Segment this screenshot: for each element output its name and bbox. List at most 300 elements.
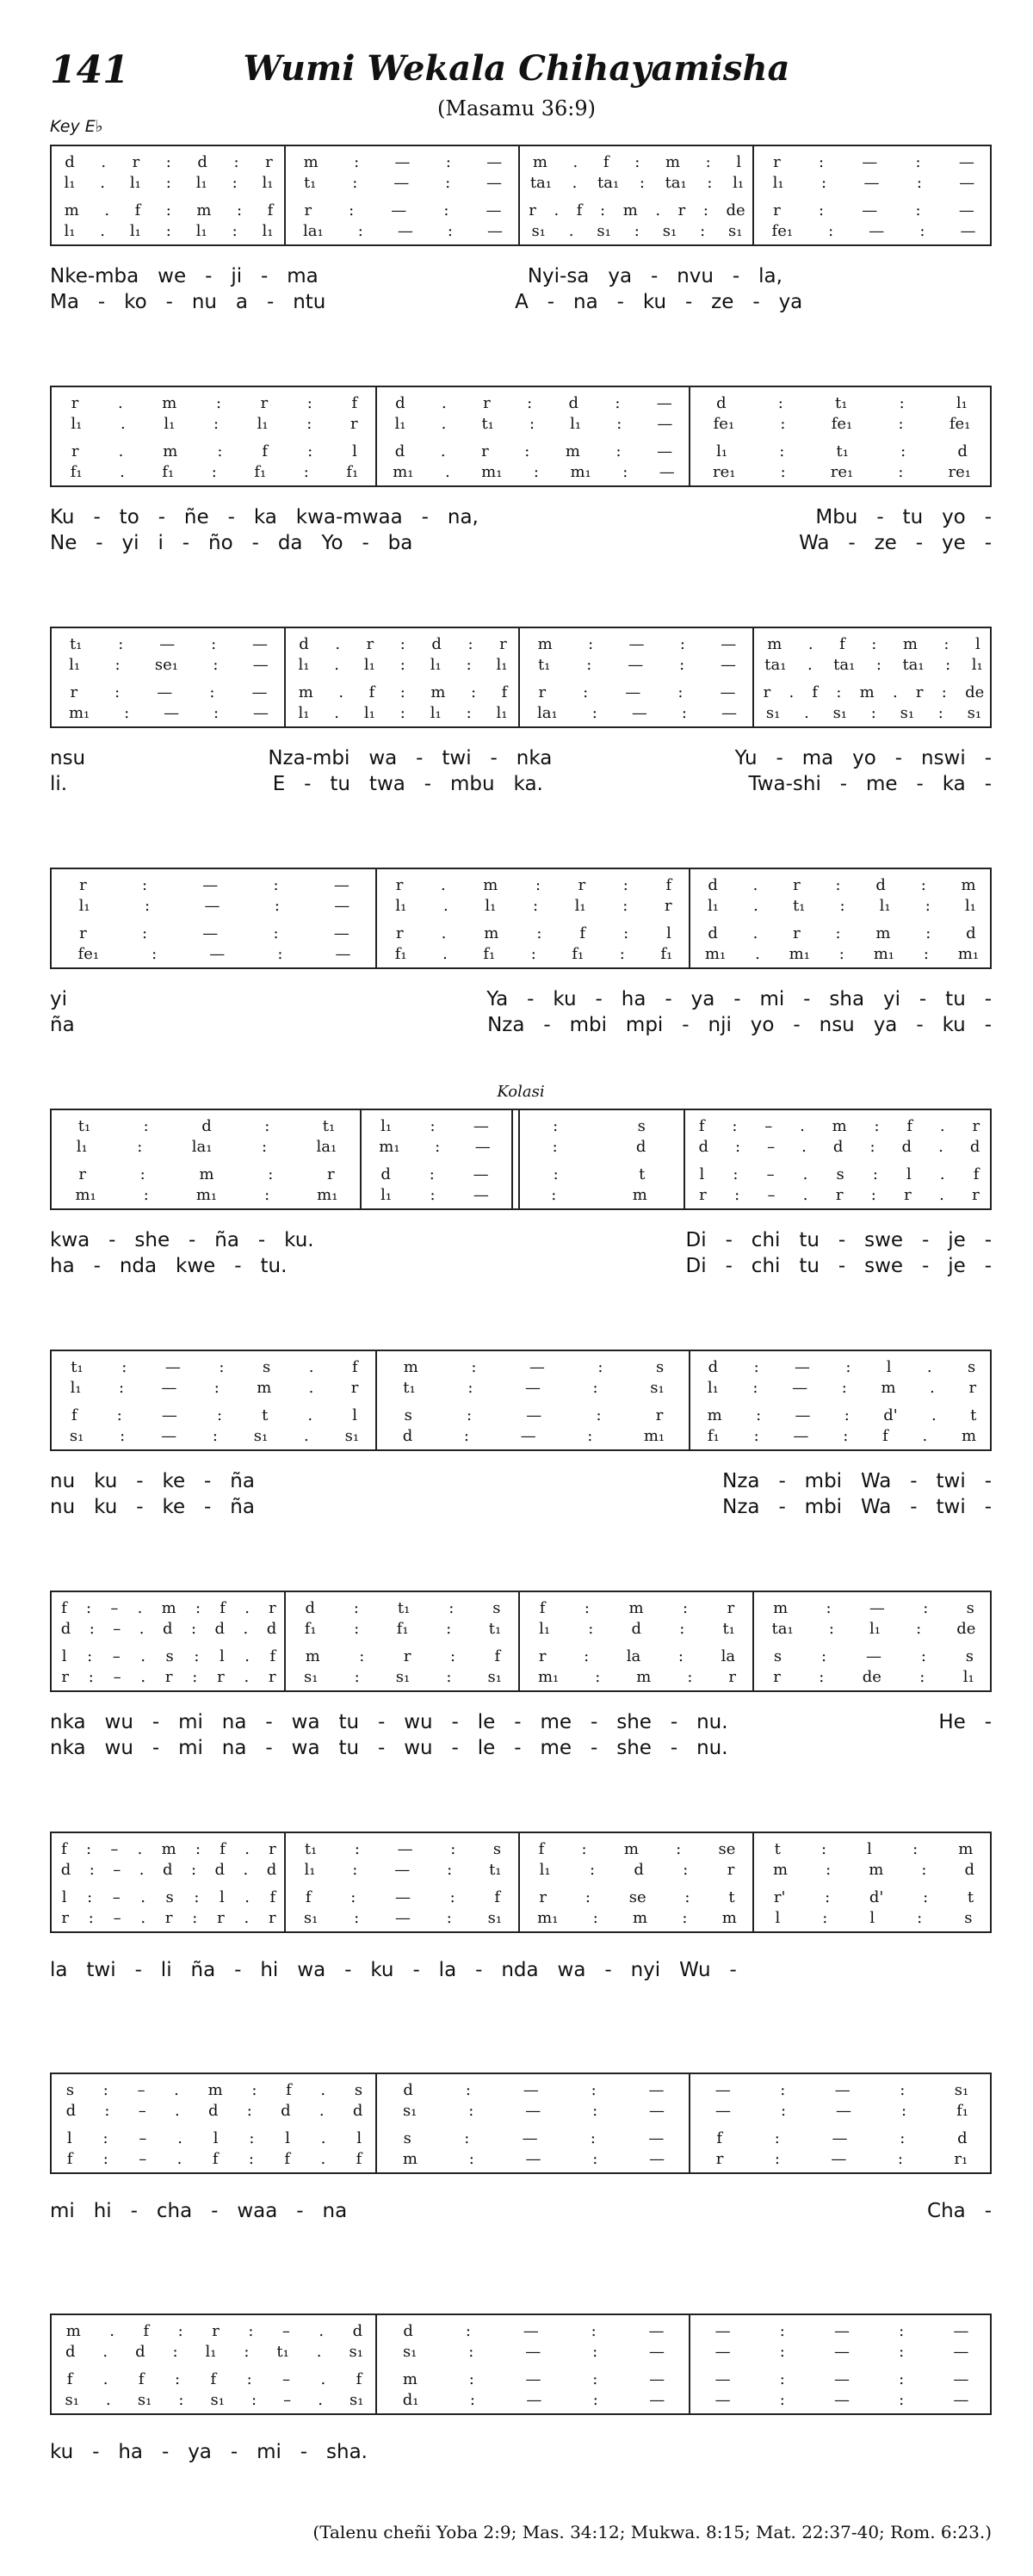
hymn-title: Wumi Wekala Chihayamisha xyxy=(243,48,790,89)
solfa-note: d xyxy=(832,1137,844,1156)
solfa-note: : xyxy=(464,2128,470,2147)
solfa-note: r xyxy=(164,1667,173,1686)
lyric-segment: Di - chi tu - swe - je - xyxy=(685,1229,992,1251)
solfa-note: ta₁ xyxy=(665,173,687,192)
solfa-note: : xyxy=(919,221,925,240)
solfa-note: d₁ xyxy=(402,2390,419,2409)
solfa-note: r xyxy=(529,201,536,219)
solfa-note: . xyxy=(117,393,123,412)
solfa-note: : xyxy=(923,1887,929,1906)
solfa-note: r xyxy=(269,1839,276,1858)
hymn-scripture-reference: (Masamu 36:9) xyxy=(437,96,596,120)
solfa-note: m xyxy=(257,1378,272,1397)
solfa-note: d xyxy=(698,1137,709,1156)
solfa-note: f xyxy=(356,2369,362,2388)
tenor-line xyxy=(377,2369,690,2389)
solfa-note: : xyxy=(818,201,825,219)
solfa-note: : xyxy=(354,1908,360,1927)
solfa-note: t₁ xyxy=(836,442,849,460)
lyric-segment: nu ku - ke - ña xyxy=(50,1470,255,1492)
solfa-note: : xyxy=(584,1598,590,1617)
bass-line xyxy=(52,943,377,964)
solfa-note: d xyxy=(716,393,727,412)
measure xyxy=(362,1110,508,1208)
solfa-note: . xyxy=(440,442,446,460)
solfa-note: : xyxy=(684,1887,690,1906)
measure xyxy=(377,1351,690,1449)
solfa-note: t xyxy=(262,1405,269,1424)
solfa-note: l₁ xyxy=(879,896,891,915)
solfa-note: : xyxy=(530,944,536,963)
solfa-note: : xyxy=(677,683,684,701)
measure xyxy=(690,387,993,485)
solfa-note: m₁ xyxy=(379,1137,400,1156)
solfa-note: l₁ xyxy=(956,393,968,412)
solfa-note: : xyxy=(352,1860,358,1879)
solfa-note: s₁ xyxy=(395,1667,411,1686)
solfa-note: : xyxy=(307,442,313,460)
solfa-note: : xyxy=(446,1619,452,1638)
solfa-note: f xyxy=(716,2128,723,2147)
solfa-note: : xyxy=(820,1839,827,1858)
solfa-note: : xyxy=(116,1405,122,1424)
solfa-note: : xyxy=(622,875,628,894)
bass-line xyxy=(52,1907,286,1928)
solfa-note: l xyxy=(285,2128,290,2147)
solfa-note: : xyxy=(920,875,926,894)
solfa-note: . xyxy=(244,1839,250,1858)
measure xyxy=(690,1351,993,1449)
lyric-segment: Wa - ze - ye - xyxy=(799,532,992,554)
music-system xyxy=(50,145,992,334)
solfa-note: t xyxy=(774,1839,781,1858)
lyric-line xyxy=(50,1496,992,1518)
solfa-note: : xyxy=(591,2080,597,2099)
solfa-note: r xyxy=(403,1646,411,1665)
solfa-note: . xyxy=(244,1908,250,1927)
measure xyxy=(690,2074,993,2172)
tenor-line xyxy=(690,923,993,943)
solfa-note: : xyxy=(590,2128,596,2147)
lyric-segment: Ma - ko - nu a - ntu xyxy=(50,291,326,313)
solfa-note: : xyxy=(468,2149,474,2168)
measure xyxy=(754,1592,993,1690)
solfa-note: : xyxy=(471,1357,477,1376)
solfa-note: : xyxy=(467,1405,473,1424)
solfa-note: re₁ xyxy=(713,462,736,481)
solfa-note: . xyxy=(316,2342,322,2361)
solfa-note: : xyxy=(616,414,622,433)
lyric-segment: nsu xyxy=(50,747,86,769)
soprano-line xyxy=(377,874,690,895)
solfa-note: s₁ xyxy=(65,2390,79,2409)
solfa-note: : xyxy=(591,2321,597,2340)
bass-line xyxy=(690,2148,993,2169)
solfa-note: l₁ xyxy=(430,655,442,674)
solfa-note: . xyxy=(102,2342,108,2361)
solfa-note: : xyxy=(264,1116,270,1135)
alto-line xyxy=(690,2341,993,2362)
tenor-line xyxy=(52,1646,286,1666)
solfa-note: : xyxy=(732,1116,738,1135)
solfa-note: f₁ xyxy=(346,462,359,481)
lyric-segment: ha - nda kwe - tu. xyxy=(50,1255,288,1277)
solfa-note: s₁ xyxy=(349,2342,363,2361)
solfa-note: : xyxy=(429,1164,435,1183)
solfa-note: f xyxy=(539,1598,546,1617)
solfa-note: : xyxy=(249,2128,255,2147)
solfa-note: l₁ xyxy=(772,173,784,192)
tenor-line xyxy=(377,1405,690,1425)
solfa-note: . xyxy=(139,1860,145,1879)
solfa-note: la₁ xyxy=(191,1137,213,1156)
solfa-note: – xyxy=(137,2080,145,2099)
solfa-note: . xyxy=(802,1185,808,1204)
solfa-note: : xyxy=(756,1405,762,1424)
alto-line xyxy=(685,1136,993,1157)
solfa-note: f xyxy=(368,683,375,701)
solfa-note: – xyxy=(112,1646,121,1665)
solfa-note: d xyxy=(969,1137,980,1156)
solfa-note: — xyxy=(958,201,974,219)
solfa-note: la₁ xyxy=(537,703,558,722)
staff-box xyxy=(50,1591,992,1692)
solfa-note: s xyxy=(165,1646,174,1665)
solfa-note: f xyxy=(269,1646,276,1665)
solfa-note: : xyxy=(273,875,279,894)
solfa-note: d xyxy=(380,1164,391,1183)
bass-line xyxy=(52,1425,377,1446)
alto-line xyxy=(520,172,754,193)
solfa-note: : xyxy=(143,1185,149,1204)
solfa-note: : xyxy=(354,1619,360,1638)
solfa-note: — xyxy=(159,634,176,653)
lyric-line xyxy=(50,1470,992,1492)
solfa-note: r xyxy=(327,1164,335,1183)
tenor-line xyxy=(513,1164,685,1184)
solfa-note: l₁ xyxy=(129,221,141,240)
soprano-line xyxy=(377,1356,690,1377)
solfa-note: . xyxy=(939,1116,945,1135)
solfa-note: f₁ xyxy=(254,462,267,481)
solfa-note: . xyxy=(752,924,758,942)
solfa-note: . xyxy=(244,1667,250,1686)
lyric-segment: Twa-shi - me - ka - xyxy=(748,773,992,795)
solfa-note: . xyxy=(100,221,106,240)
soprano-line xyxy=(286,151,520,172)
alto-line xyxy=(286,1859,520,1880)
solfa-note: m₁ xyxy=(789,944,810,963)
solfa-note: — xyxy=(161,1378,177,1397)
solfa-note: ta₁ xyxy=(771,1619,794,1638)
bass-line xyxy=(377,461,690,482)
solfa-note: re₁ xyxy=(948,462,971,481)
solfa-note: d xyxy=(65,2101,77,2120)
solfa-note: : xyxy=(349,201,355,219)
bass-line xyxy=(754,1666,993,1687)
solfa-note: l₁ xyxy=(70,1378,82,1397)
bass-line xyxy=(754,1907,993,1928)
solfa-note: : xyxy=(248,2149,254,2168)
solfa-note: r xyxy=(260,393,269,412)
solfa-note: : xyxy=(838,944,844,963)
solfa-note: s xyxy=(263,1357,271,1376)
solfa-note: . xyxy=(572,152,578,171)
solfa-note: . xyxy=(304,1426,309,1445)
solfa-note: — xyxy=(202,924,219,942)
solfa-note: m xyxy=(162,393,177,412)
solfa-note: r xyxy=(395,875,404,894)
solfa-note: s xyxy=(354,2080,363,2099)
solfa-note: l₁ xyxy=(574,896,586,915)
solfa-note: r xyxy=(269,1598,276,1617)
solfa-note: l₁ xyxy=(394,414,406,433)
solfa-note: m₁ xyxy=(704,944,727,963)
solfa-note: . xyxy=(244,1598,250,1617)
solfa-note: : xyxy=(213,703,220,722)
solfa-note: m xyxy=(163,442,178,460)
hymn-number: 141 xyxy=(50,48,129,92)
alto-line xyxy=(520,654,754,675)
bass-line xyxy=(286,702,520,723)
solfa-note: s xyxy=(964,1908,973,1927)
solfa-note: s₁ xyxy=(402,2342,418,2361)
solfa-note: t₁ xyxy=(722,1619,735,1638)
solfa-note: . xyxy=(442,393,447,412)
solfa-note: . xyxy=(807,655,813,674)
solfa-note: s xyxy=(968,1357,976,1376)
solfa-note: — xyxy=(721,655,737,674)
staff-box xyxy=(50,145,992,246)
solfa-note: l₁ xyxy=(570,414,582,433)
solfa-note: r xyxy=(538,683,547,701)
lyric-line xyxy=(50,291,992,313)
solfa-note: d xyxy=(299,634,309,653)
solfa-note: : xyxy=(87,1887,93,1906)
solfa-note: : xyxy=(679,655,685,674)
solfa-note: . xyxy=(244,1887,250,1906)
measure xyxy=(754,628,993,726)
solfa-note: : xyxy=(585,1887,591,1906)
solfa-note: — xyxy=(714,2321,731,2340)
music-system xyxy=(50,1083,992,1298)
solfa-note: : xyxy=(919,1667,925,1686)
solfa-note: r xyxy=(70,683,78,701)
solfa-note: : xyxy=(119,1378,125,1397)
alto-line xyxy=(520,1859,754,1880)
tenor-line xyxy=(690,2369,993,2389)
solfa-note: r xyxy=(835,1185,844,1204)
solfa-note: — xyxy=(721,634,737,653)
solfa-note: . xyxy=(755,944,760,963)
bass-line xyxy=(754,702,993,723)
bass-line xyxy=(690,2389,993,2410)
solfa-note: m₁ xyxy=(873,944,894,963)
solfa-note: : xyxy=(470,683,477,701)
solfa-note: l xyxy=(356,2128,362,2147)
solfa-note: l₁ xyxy=(298,655,310,674)
soprano-line xyxy=(685,1115,993,1136)
solfa-note: : xyxy=(923,1598,929,1617)
solfa-note: : xyxy=(615,393,621,412)
solfa-note: d xyxy=(957,442,968,460)
solfa-note: r xyxy=(79,875,87,894)
lyric-segment: Nza - mbi Wa - twi - xyxy=(722,1496,992,1518)
solfa-note: — xyxy=(393,173,410,192)
solfa-note: s xyxy=(404,1405,412,1424)
tenor-line xyxy=(52,923,377,943)
music-system xyxy=(50,1832,992,2021)
solfa-note: : xyxy=(702,201,708,219)
footer-references: (Talenu cheñi Yoba 2:9; Mas. 34:12; Mukwa. 8:15; Mat. 22:37-40; Rom. 6:23.) xyxy=(312,2522,992,2542)
solfa-note: : xyxy=(591,703,597,722)
solfa-note: — xyxy=(522,2128,538,2147)
solfa-note: f₁ xyxy=(162,462,175,481)
solfa-note: : xyxy=(216,1405,223,1424)
solfa-note: — xyxy=(953,2342,969,2361)
solfa-note: r xyxy=(71,393,79,412)
solfa-note: — xyxy=(714,2101,731,2120)
solfa-note: — xyxy=(959,173,975,192)
solfa-note: s₁ xyxy=(402,2101,418,2120)
solfa-note: r xyxy=(61,1667,69,1686)
bass-line xyxy=(377,2389,690,2410)
solfa-note: : xyxy=(194,1646,200,1665)
solfa-note: l₁ xyxy=(962,1667,974,1686)
solfa-note: – xyxy=(282,2369,291,2388)
staff-box xyxy=(50,2313,992,2415)
solfa-note: l₁ xyxy=(708,896,720,915)
solfa-note: — xyxy=(863,173,880,192)
solfa-note: m xyxy=(632,1185,647,1204)
solfa-note: . xyxy=(334,655,340,674)
solfa-note: m xyxy=(773,1598,789,1617)
solfa-note: : xyxy=(449,1646,456,1665)
bass-line xyxy=(685,1184,993,1205)
bass-line xyxy=(377,943,690,964)
solfa-note: : xyxy=(780,2080,786,2099)
solfa-note: d xyxy=(162,1619,173,1638)
solfa-note: l xyxy=(906,1164,912,1183)
lyric-segment: kwa - she - ña - ku. xyxy=(50,1229,314,1251)
solfa-note: . xyxy=(892,683,898,701)
solfa-note: d xyxy=(957,2128,968,2147)
solfa-note: t₁ xyxy=(481,414,494,433)
solfa-note: l₁ xyxy=(964,896,976,915)
solfa-note: d xyxy=(214,1860,226,1879)
lyric-segment: Nza - mbi mpi - nji yo - nsu ya - ku - xyxy=(487,1014,992,1036)
solfa-note: — xyxy=(649,2342,665,2361)
solfa-note: : xyxy=(89,1860,95,1879)
solfa-note: : xyxy=(899,393,905,412)
solfa-note: l xyxy=(352,442,357,460)
solfa-note: : xyxy=(925,924,931,942)
solfa-note: : xyxy=(937,703,943,722)
solfa-note: r xyxy=(395,924,404,942)
solfa-note: — xyxy=(164,1357,181,1376)
solfa-note: r xyxy=(727,1598,735,1617)
solfa-note: — xyxy=(526,1405,542,1424)
solfa-note: — xyxy=(157,683,173,701)
tenor-line xyxy=(377,2128,690,2148)
solfa-note: : xyxy=(733,1164,739,1183)
solfa-note: — xyxy=(526,2390,542,2409)
solfa-note: m xyxy=(633,1908,648,1927)
solfa-note: : xyxy=(114,683,121,701)
solfa-note: f₁ xyxy=(660,944,673,963)
solfa-note: : xyxy=(700,221,706,240)
measure xyxy=(377,2074,690,2172)
solfa-note: – xyxy=(766,1164,775,1183)
solfa-note: : xyxy=(945,655,951,674)
bass-line xyxy=(286,1666,520,1687)
solfa-note: l xyxy=(974,634,980,653)
solfa-note: m xyxy=(961,875,976,894)
solfa-note: — xyxy=(164,703,180,722)
solfa-note: : xyxy=(137,1137,143,1156)
solfa-note: : xyxy=(705,152,711,171)
measure xyxy=(520,628,754,726)
solfa-note: . xyxy=(922,1426,928,1445)
solfa-note: – xyxy=(113,1619,121,1638)
solfa-note: d xyxy=(402,1426,413,1445)
solfa-note: — xyxy=(394,1887,411,1906)
solfa-note: : xyxy=(870,703,876,722)
solfa-note: : xyxy=(449,1887,455,1906)
solfa-note: s₁ xyxy=(487,1667,502,1686)
solfa-note: . xyxy=(243,1860,249,1879)
solfa-note: l xyxy=(886,1357,892,1376)
solfa-note: r xyxy=(217,1908,225,1927)
solfa-note: — xyxy=(394,152,411,171)
solfa-note: r xyxy=(265,152,273,171)
solfa-note: : xyxy=(246,2369,252,2388)
solfa-note: r xyxy=(217,1667,225,1686)
solfa-note: . xyxy=(334,703,340,722)
solfa-note: : xyxy=(86,1839,92,1858)
solfa-note: f xyxy=(267,201,274,219)
lyric-line xyxy=(50,773,992,795)
solfa-note: : xyxy=(825,1887,831,1906)
solfa-note: — xyxy=(648,2128,665,2147)
lyric-segment: Di - chi tu - swe - je - xyxy=(685,1255,992,1277)
solfa-note: : xyxy=(826,1860,832,1879)
solfa-note: — xyxy=(831,2149,847,2168)
solfa-note: f₁ xyxy=(572,944,585,963)
alto-line xyxy=(52,1136,362,1157)
solfa-note: d xyxy=(708,875,718,894)
solfa-note: : xyxy=(273,924,279,942)
solfa-note: : xyxy=(120,1426,126,1445)
solfa-note: f xyxy=(665,875,672,894)
solfa-note: : xyxy=(274,896,280,915)
solfa-note: f xyxy=(494,1646,501,1665)
tenor-line xyxy=(690,1405,993,1425)
solfa-note: : xyxy=(634,221,640,240)
solfa-note: — xyxy=(161,1405,177,1424)
solfa-note: r xyxy=(268,1908,276,1927)
lyric-line xyxy=(50,532,992,554)
solfa-note: m₁ xyxy=(570,462,591,481)
solfa-note: — xyxy=(209,944,226,963)
tenor-line xyxy=(520,200,754,220)
solfa-note: : xyxy=(354,1667,360,1686)
solfa-note: r xyxy=(538,1646,547,1665)
solfa-note: : xyxy=(839,896,845,915)
solfa-note: l xyxy=(869,1908,875,1927)
solfa-note: : xyxy=(141,875,148,894)
solfa-note: l xyxy=(61,1646,67,1665)
